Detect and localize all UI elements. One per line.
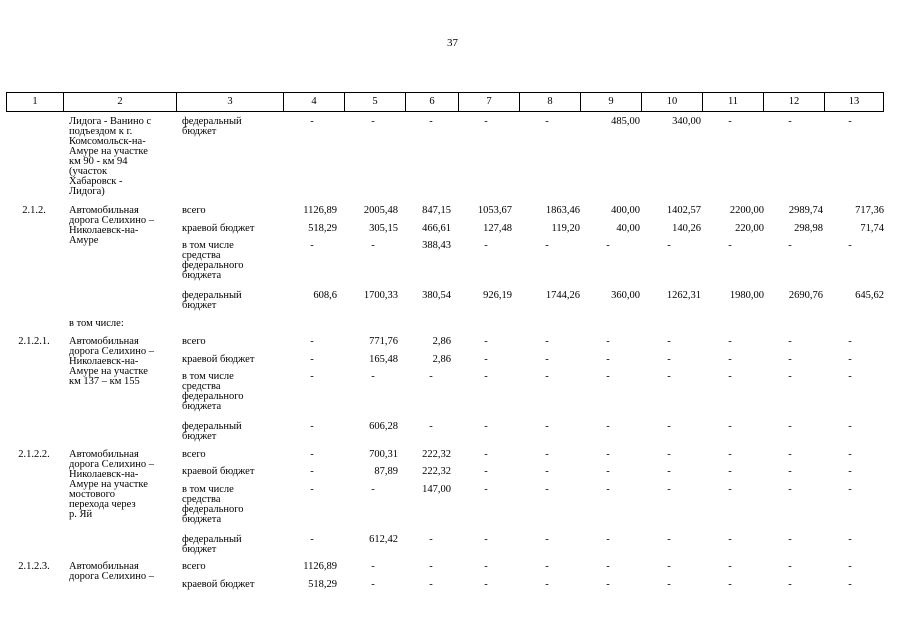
value-col-13: - — [848, 484, 852, 495]
value-col-11: - — [728, 579, 732, 590]
value-col-11: - — [728, 421, 732, 432]
value-col-8: 1863,46 — [545, 205, 580, 216]
page-number: 37 — [447, 37, 458, 49]
value-col-10: - — [667, 371, 671, 382]
value-col-12: - — [788, 116, 792, 127]
column-header-6: 6 — [405, 93, 458, 111]
value-col-6: 222,32 — [422, 449, 451, 460]
value-col-4: - — [310, 116, 314, 127]
value-col-11: - — [728, 371, 732, 382]
value-col-9: - — [606, 561, 610, 572]
row-funding-source: всего — [182, 336, 206, 347]
value-col-11: - — [728, 561, 732, 572]
value-col-8: - — [545, 534, 549, 545]
value-col-8: - — [545, 354, 549, 365]
value-col-12: - — [788, 240, 792, 251]
row-funding-source: федеральный бюджет — [182, 290, 242, 311]
value-col-9: 485,00 — [611, 116, 640, 127]
value-col-9: - — [606, 371, 610, 382]
value-col-6: 388,43 — [422, 240, 451, 251]
value-col-5: - — [371, 116, 375, 127]
value-col-6: - — [429, 116, 433, 127]
row-name: Лидога - Ванино с подъездом к г. Комсомольск-на- Амуре на участке км 90 - км 94 (участок Хабаровск - Лидога) — [69, 116, 152, 197]
row-funding-source: всего — [182, 561, 206, 572]
value-col-4: 1126,89 — [303, 205, 337, 216]
value-col-5: 606,28 — [369, 421, 398, 432]
value-col-11: - — [728, 116, 732, 127]
value-col-5: 1700,33 — [363, 290, 398, 301]
value-col-13: 717,36 — [855, 205, 884, 216]
row-funding-source: всего — [182, 205, 206, 216]
value-col-8: 119,20 — [551, 223, 580, 234]
column-header-9: 9 — [580, 93, 641, 111]
value-col-10: 1262,31 — [666, 290, 701, 301]
value-col-8: - — [545, 466, 549, 477]
value-col-13: - — [848, 466, 852, 477]
value-col-11: - — [728, 449, 732, 460]
value-col-4: 518,29 — [308, 579, 337, 590]
value-col-7: - — [484, 421, 488, 432]
value-col-8: - — [545, 371, 549, 382]
row-name: Автомобильная дорога Селихино – Николаевск-на- Амуре на участке мостового перехода через р. Яй — [69, 449, 154, 520]
value-col-11: - — [728, 534, 732, 545]
value-col-7: - — [484, 116, 488, 127]
value-col-4: - — [310, 354, 314, 365]
value-col-5: - — [371, 240, 375, 251]
value-col-4: 608,6 — [313, 290, 337, 301]
value-col-5: - — [371, 484, 375, 495]
column-header-8: 8 — [519, 93, 580, 111]
value-col-10: - — [667, 336, 671, 347]
value-col-10: - — [667, 449, 671, 460]
value-col-7: - — [484, 579, 488, 590]
column-header-10: 10 — [641, 93, 702, 111]
column-header-2: 2 — [63, 93, 176, 111]
value-col-12: - — [788, 466, 792, 477]
value-col-10: - — [667, 534, 671, 545]
value-col-13: - — [848, 449, 852, 460]
value-col-12: 2690,76 — [788, 290, 823, 301]
value-col-11: 220,00 — [735, 223, 764, 234]
value-col-13: - — [848, 421, 852, 432]
value-col-12: - — [788, 336, 792, 347]
value-col-5: 305,15 — [369, 223, 398, 234]
value-col-12: - — [788, 354, 792, 365]
value-col-13: - — [848, 354, 852, 365]
value-col-5: 2005,48 — [363, 205, 398, 216]
value-col-12: - — [788, 561, 792, 572]
value-col-10: - — [667, 240, 671, 251]
value-col-5: 771,76 — [369, 336, 398, 347]
row-code: 2.1.2.3. — [18, 561, 50, 572]
row-funding-source: краевой бюджет — [182, 354, 255, 365]
value-col-9: - — [606, 421, 610, 432]
value-col-10: - — [667, 484, 671, 495]
value-col-9: - — [606, 354, 610, 365]
value-col-12: - — [788, 421, 792, 432]
value-col-6: 466,61 — [422, 223, 451, 234]
value-col-7: - — [484, 240, 488, 251]
value-col-6: - — [429, 421, 433, 432]
column-header-13: 13 — [824, 93, 883, 111]
value-col-10: - — [667, 466, 671, 477]
value-col-8: - — [545, 561, 549, 572]
value-col-10: - — [667, 579, 671, 590]
value-col-7: - — [484, 336, 488, 347]
value-col-9: 360,00 — [611, 290, 640, 301]
row-funding-source: всего — [182, 449, 206, 460]
value-col-7: 127,48 — [483, 223, 512, 234]
row-funding-source: краевой бюджет — [182, 466, 255, 477]
value-col-13: - — [848, 336, 852, 347]
value-col-13: 645,62 — [855, 290, 884, 301]
value-col-9: - — [606, 240, 610, 251]
value-col-5: - — [371, 579, 375, 590]
value-col-8: - — [545, 449, 549, 460]
value-col-5: 700,31 — [369, 449, 398, 460]
value-col-12: - — [788, 484, 792, 495]
value-col-6: 380,54 — [422, 290, 451, 301]
value-col-9: - — [606, 466, 610, 477]
value-col-13: - — [848, 534, 852, 545]
value-col-4: 518,29 — [308, 223, 337, 234]
value-col-9: - — [606, 579, 610, 590]
value-col-13: - — [848, 116, 852, 127]
value-col-4: - — [310, 240, 314, 251]
row-code: 2.1.2.2. — [18, 449, 50, 460]
value-col-5: 612,42 — [369, 534, 398, 545]
value-col-11: - — [728, 336, 732, 347]
value-col-10: - — [667, 354, 671, 365]
row-funding-source: краевой бюджет — [182, 223, 255, 234]
value-col-10: 340,00 — [672, 116, 701, 127]
value-col-6: - — [429, 371, 433, 382]
value-col-11: - — [728, 354, 732, 365]
row-name: в том числе: — [69, 318, 124, 329]
value-col-10: - — [667, 421, 671, 432]
row-funding-source: в том числе средства федерального бюджета — [182, 371, 244, 412]
row-funding-source: федеральный бюджет — [182, 421, 242, 442]
row-funding-source: федеральный бюджет — [182, 116, 242, 137]
column-header-12: 12 — [763, 93, 824, 111]
row-code: 2.1.2. — [22, 205, 46, 216]
row-funding-source: в том числе средства федерального бюджета — [182, 240, 244, 281]
value-col-4: 1126,89 — [303, 561, 337, 572]
row-name: Автомобильная дорога Селихино – Николаевск-на- Амуре — [69, 205, 154, 246]
value-col-8: 1744,26 — [545, 290, 580, 301]
value-col-6: - — [429, 561, 433, 572]
value-col-6: - — [429, 579, 433, 590]
value-col-11: 1980,00 — [729, 290, 764, 301]
row-code: 2.1.2.1. — [18, 336, 50, 347]
value-col-9: - — [606, 484, 610, 495]
value-col-4: - — [310, 449, 314, 460]
value-col-13: - — [848, 371, 852, 382]
value-col-7: 926,19 — [483, 290, 512, 301]
value-col-10: 140,26 — [672, 223, 701, 234]
value-col-8: - — [545, 484, 549, 495]
column-header-4: 4 — [283, 93, 344, 111]
value-col-7: - — [484, 449, 488, 460]
value-col-4: - — [310, 534, 314, 545]
value-col-12: - — [788, 371, 792, 382]
value-col-10: - — [667, 561, 671, 572]
value-col-6: 147,00 — [422, 484, 451, 495]
value-col-11: - — [728, 466, 732, 477]
value-col-11: - — [728, 484, 732, 495]
row-funding-source: в том числе средства федерального бюджета — [182, 484, 244, 525]
value-col-8: - — [545, 421, 549, 432]
value-col-9: 40,00 — [616, 223, 640, 234]
value-col-8: - — [545, 579, 549, 590]
value-col-4: - — [310, 484, 314, 495]
value-col-4: - — [310, 421, 314, 432]
value-col-6: 2,86 — [432, 354, 451, 365]
value-col-6: 222,32 — [422, 466, 451, 477]
value-col-9: - — [606, 534, 610, 545]
value-col-7: - — [484, 371, 488, 382]
value-col-8: - — [545, 240, 549, 251]
value-col-7: - — [484, 484, 488, 495]
value-col-4: - — [310, 371, 314, 382]
value-col-12: - — [788, 449, 792, 460]
value-col-13: - — [848, 561, 852, 572]
value-col-8: - — [545, 116, 549, 127]
value-col-13: 71,74 — [860, 223, 884, 234]
value-col-11: 2200,00 — [729, 205, 764, 216]
value-col-5: 165,48 — [369, 354, 398, 365]
value-col-4: - — [310, 336, 314, 347]
value-col-9: 400,00 — [611, 205, 640, 216]
value-col-8: - — [545, 336, 549, 347]
value-col-7: 1053,67 — [477, 205, 512, 216]
column-header-3: 3 — [176, 93, 283, 111]
value-col-7: - — [484, 354, 488, 365]
value-col-12: 2989,74 — [788, 205, 823, 216]
value-col-12: - — [788, 534, 792, 545]
value-col-5: 87,89 — [374, 466, 398, 477]
value-col-12: - — [788, 579, 792, 590]
column-header-7: 7 — [458, 93, 519, 111]
value-col-6: 2,86 — [432, 336, 451, 347]
value-col-7: - — [484, 466, 488, 477]
value-col-9: - — [606, 449, 610, 460]
value-col-5: - — [371, 371, 375, 382]
row-name: Автомобильная дорога Селихино – Николаевск-на- Амуре на участке км 137 – км 155 — [69, 336, 154, 387]
value-col-11: - — [728, 240, 732, 251]
row-name: Автомобильная дорога Селихино – — [69, 561, 154, 582]
column-header-row — [6, 92, 884, 112]
value-col-4: - — [310, 466, 314, 477]
value-col-6: - — [429, 534, 433, 545]
column-header-5: 5 — [344, 93, 405, 111]
value-col-6: 847,15 — [422, 205, 451, 216]
value-col-13: - — [848, 579, 852, 590]
value-col-10: 1402,57 — [666, 205, 701, 216]
value-col-7: - — [484, 561, 488, 572]
column-header-1: 1 — [32, 96, 38, 107]
column-header-11: 11 — [702, 93, 763, 111]
row-funding-source: краевой бюджет — [182, 579, 255, 590]
value-col-9: - — [606, 336, 610, 347]
value-col-12: 298,98 — [794, 223, 823, 234]
value-col-13: - — [848, 240, 852, 251]
row-funding-source: федеральный бюджет — [182, 534, 242, 555]
value-col-7: - — [484, 534, 488, 545]
value-col-5: - — [371, 561, 375, 572]
